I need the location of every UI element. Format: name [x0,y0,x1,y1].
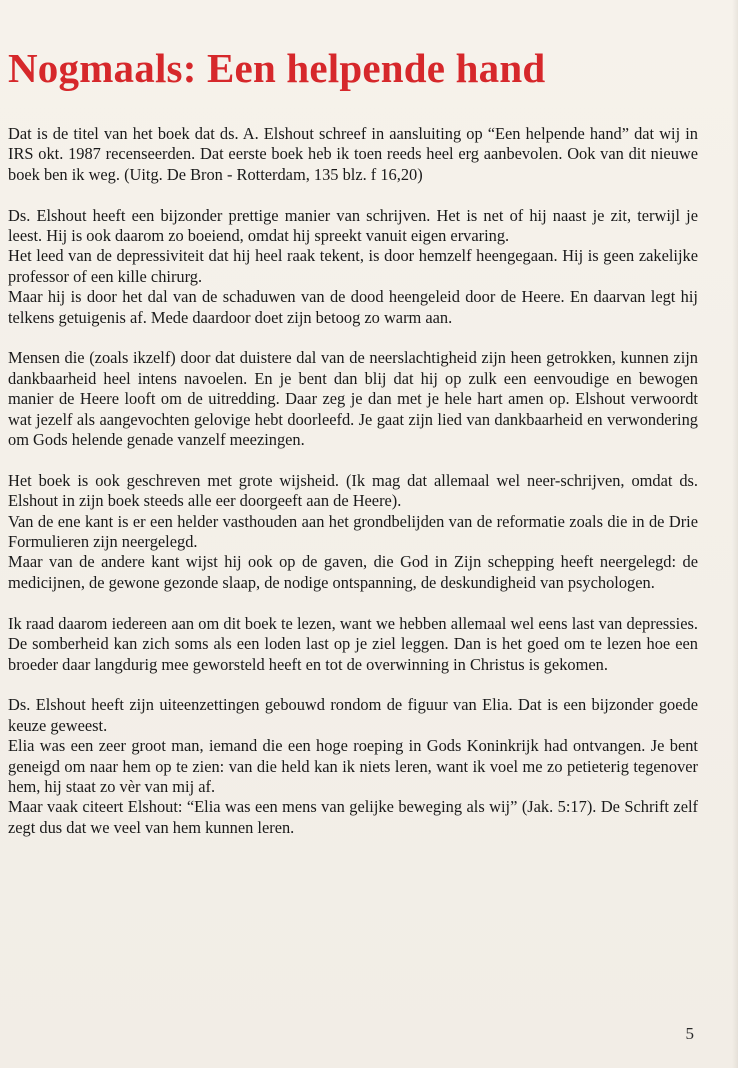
paragraph-line: Ik raad daarom iedereen aan om dit boek te lezen, want we hebben allemaal wel eens last van depressies. De somberheid kan zich soms als een loden last op je ziel leggen. Dan is het goed om te lezen hoe een broeder daar langdurig mee geworsteld heeft en tot de overwinning in Christus is gekomen. [8,613,698,674]
paragraph [8,614,698,675]
paragraph-line: Mensen die (zoals ikzelf) door dat duistere dal van de neerslachtigheid zijn heen getrokken, kunnen zijn dankbaarheid heel intens navoelen. En je bent dan blij dat hij op zulk een eenvoudige en bewogen manier de Heere looft om de uitredding. Daar zeg je dan met je hele hart amen op. Elshout verwoordt wat jezelf als aangevochten gelovige hebt doorleefd. Je gaat zijn lied van dankbaarheid en verwondering om Gods helende genade vanzelf meezingen. [8,348,698,450]
paragraph [8,348,698,450]
paragraph-line: Van de ene kant is er een helder vasthouden aan het grondbelijden van de reformatie zoals die in de Drie Formulieren zijn neergelegd. [8,511,698,552]
paragraph [8,695,698,838]
article-title: Nogmaals: Een helpende hand [8,45,546,91]
paragraph [8,471,698,593]
page-edge-shadow [732,0,738,1068]
paragraph-line: Het boek is ook geschreven met grote wijsheid. (Ik mag dat allemaal wel neer-schrijven, omdat ds. Elshout in zijn boek steeds alle eer doorgeeft aan de Heere). [8,470,698,511]
paragraph-line: Maar vaak citeert Elshout: “Elia was een mens van gelijke beweging als wij” (Jak. 5:17). De Schrift zelf zegt dus dat we veel van hem kunnen leren. [8,797,698,837]
paragraph-line: Dat is de titel van het boek dat ds. A. Elshout schreef in aansluiting op “Een helpende hand” dat wij in IRS okt. 1987 recenseerden. Dat eerste boek heb ik toen reeds heel erg aanbevolen. Ook van dit nieuwe boek ben ik weg. (Uitg. De Bron - Rotterdam, 135 blz. f 16,20) [8,124,698,184]
paragraph-line: Ds. Elshout heeft een bijzonder prettige manier van schrijven. Het is net of hij naast je zit, terwijl je leest. Hij is ook daarom zo boeiend, omdat hij spreekt vanuit eigen ervaring. [8,205,698,246]
paragraph-line: Elia was een zeer groot man, iemand die een hoge roeping in Gods Koninkrijk had ontvangen. Je bent geneigd om naar hem op te zien: van die held kan ik niets leren, want ik voel me zo petieterig tegenover hem, hij staat zo vèr van mij af. [8,736,698,796]
article-body [8,124,698,859]
page-number: 5 [685,1024,694,1043]
paragraph [8,206,698,328]
paragraph-line: Maar hij is door het dal van de schaduwen van de dood heengeleid door de Heere. En daarvan legt hij telkens getuigenis af. Mede daardoor doet zijn betoog zo warm aan. [8,287,698,327]
paragraph [8,124,698,185]
paragraph-line: Ds. Elshout heeft zijn uiteenzettingen gebouwd rondom de figuur van Elia. Dat is een bijzonder goede keuze geweest. [8,695,698,735]
paragraph-line: Het leed van de depressiviteit dat hij heel raak tekent, is door hemzelf heengegaan. Hij is geen zakelijke professor of een kille chirurg. [8,246,698,286]
paragraph-line: Maar van de andere kant wijst hij ook op de gaven, die God in Zijn schepping heeft neergelegd: de medicijnen, de gewone gezonde slaap, de nodige ontspanning, de deskundigheid van psychologen. [8,552,698,592]
